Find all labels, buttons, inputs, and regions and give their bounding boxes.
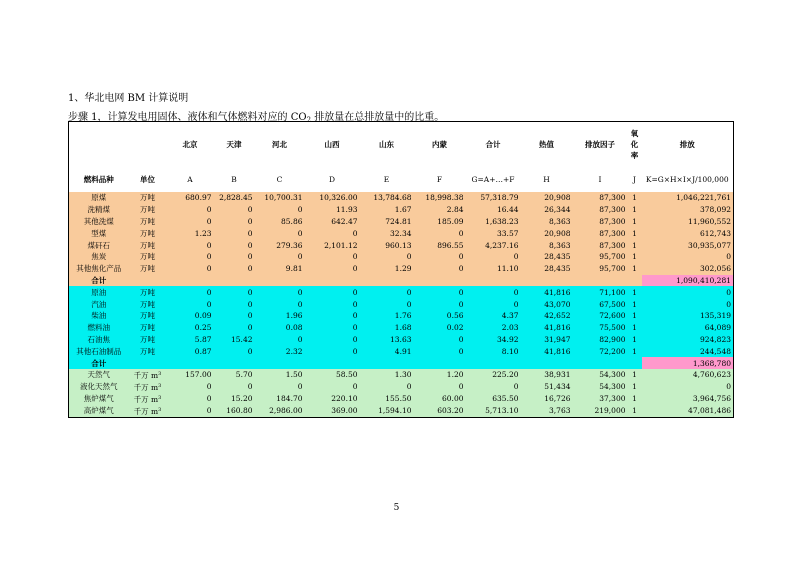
table-cell: 51,434 — [521, 381, 573, 393]
total-row — [69, 357, 734, 369]
table-cell: 15.42 — [214, 334, 255, 346]
table-cell: 1 — [628, 345, 642, 357]
table-cell: 85.86 — [255, 216, 305, 228]
fuel-name: 柴油 — [69, 310, 129, 322]
table-cell: 0 — [214, 227, 255, 239]
table-cell: 4,760,623 — [642, 369, 734, 381]
table-cell: 0 — [167, 204, 214, 216]
table-cell: 5,713.10 — [466, 405, 521, 418]
table-row — [69, 322, 734, 334]
header-row — [69, 122, 734, 168]
table-cell: 41,816 — [521, 322, 573, 334]
table-cell: 0 — [255, 334, 305, 346]
table-cell: 10,326.00 — [305, 192, 360, 204]
table-cell: 244,548 — [642, 345, 734, 357]
table-cell: 33.57 — [466, 227, 521, 239]
fuel-name: 洗精煤 — [69, 204, 129, 216]
table-cell: 16,726 — [521, 393, 573, 405]
table-cell: 30,935,077 — [642, 239, 734, 251]
table-cell: 0 — [214, 345, 255, 357]
table-cell: 1,594.10 — [360, 405, 414, 418]
table-cell: 2.03 — [466, 322, 521, 334]
table-row — [69, 393, 734, 405]
table-cell: 184.70 — [255, 393, 305, 405]
table-cell — [466, 275, 521, 287]
table-cell: 72,600 — [573, 310, 628, 322]
table-cell — [167, 357, 214, 369]
table-row — [69, 204, 734, 216]
table-cell: 0 — [642, 251, 734, 263]
table-cell: 0 — [255, 298, 305, 310]
unit: 万吨 — [129, 227, 167, 239]
header-code-cell: J — [632, 175, 636, 184]
table-cell: 0 — [255, 286, 305, 298]
table-cell: 1.67 — [360, 204, 414, 216]
table-cell: 0 — [214, 310, 255, 322]
table-cell: 135,319 — [642, 310, 734, 322]
table-cell: 2,101.12 — [305, 239, 360, 251]
table-cell: 1,638.23 — [466, 216, 521, 228]
table-cell: 58.50 — [305, 369, 360, 381]
table-cell: 26,344 — [521, 204, 573, 216]
table-cell: 60.00 — [414, 393, 466, 405]
table-cell: 8.10 — [466, 345, 521, 357]
table-cell: 4.91 — [360, 345, 414, 357]
header-cell: 排放 — [679, 140, 695, 149]
header-cell: 山东 — [379, 140, 394, 149]
unit: 万吨 — [129, 286, 167, 298]
table-cell: 1 — [628, 393, 642, 405]
table-row — [69, 192, 734, 204]
table-cell: 0 — [305, 322, 360, 334]
header-cell: 河北 — [272, 140, 287, 149]
table-cell: 47,081,486 — [642, 405, 734, 418]
unit: 万吨 — [129, 251, 167, 263]
table-cell: 4,237.16 — [466, 239, 521, 251]
fuel-name: 原煤 — [69, 192, 129, 204]
table-cell: 20,908 — [521, 227, 573, 239]
table-cell: 2,828.45 — [214, 192, 255, 204]
table-cell: 0.08 — [255, 322, 305, 334]
table-cell: 1.68 — [360, 322, 414, 334]
header-cell: 热值 — [539, 140, 554, 149]
table-cell: 87,300 — [573, 216, 628, 228]
table-cell: 0 — [167, 381, 214, 393]
table-cell: 34.92 — [466, 334, 521, 346]
table-cell — [167, 275, 214, 287]
table-cell: 680.97 — [167, 192, 214, 204]
header-cell — [69, 122, 129, 168]
table-cell: 10,700.31 — [255, 192, 305, 204]
table-cell: 5.70 — [214, 369, 255, 381]
table-cell: 0 — [414, 263, 466, 275]
fuel-name: 原油 — [69, 286, 129, 298]
header-code-cell: E — [383, 175, 390, 184]
fuel-name: 其他焦化产品 — [69, 263, 129, 275]
table-cell: 0 — [466, 381, 521, 393]
table-cell: 0 — [305, 298, 360, 310]
fuel-name: 汽油 — [69, 298, 129, 310]
table-cell: 157.00 — [167, 369, 214, 381]
table-cell: 41,816 — [521, 286, 573, 298]
table-cell: 0 — [642, 286, 734, 298]
table-cell: 378,092 — [642, 204, 734, 216]
total-label: 合计 — [69, 275, 129, 287]
table-cell: 11.10 — [466, 263, 521, 275]
table-cell — [573, 275, 628, 287]
table-cell: 612,743 — [642, 227, 734, 239]
table-cell: 72,200 — [573, 345, 628, 357]
table-cell: 1.29 — [360, 263, 414, 275]
table-cell: 1 — [628, 192, 642, 204]
unit: 万吨 — [129, 322, 167, 334]
table-cell — [573, 357, 628, 369]
table-cell: 0 — [360, 381, 414, 393]
unit: 万吨 — [129, 263, 167, 275]
table-cell: 43,070 — [521, 298, 573, 310]
table-cell: 87,300 — [573, 192, 628, 204]
table-cell: 1 — [628, 239, 642, 251]
table-cell: 0 — [360, 298, 414, 310]
header-cell: 合计 — [485, 140, 501, 149]
table-cell: 0 — [360, 286, 414, 298]
table-cell: 0 — [414, 251, 466, 263]
table-cell: 0 — [167, 286, 214, 298]
table-cell: 13.63 — [360, 334, 414, 346]
table-cell: 8,363 — [521, 216, 573, 228]
fuel-name: 其他洗煤 — [69, 216, 129, 228]
table-cell: 302,056 — [642, 263, 734, 275]
unit: 万吨 — [129, 345, 167, 357]
fuel-name: 焦炭 — [69, 251, 129, 263]
fuel-name: 天然气 — [69, 369, 129, 381]
table-cell: 5.87 — [167, 334, 214, 346]
table-cell: 225.20 — [466, 369, 521, 381]
table-cell: 0 — [214, 204, 255, 216]
header-cell: 氧 化 率 — [630, 129, 639, 160]
table-cell: 0 — [466, 286, 521, 298]
table-cell — [255, 275, 305, 287]
table-cell — [521, 275, 573, 287]
table-cell: 0 — [214, 216, 255, 228]
table-row — [69, 286, 734, 298]
table-cell: 1 — [628, 216, 642, 228]
total-label: 合计 — [69, 357, 129, 369]
table-cell — [129, 357, 167, 369]
table-cell: 32.34 — [360, 227, 414, 239]
table-cell: 0 — [305, 310, 360, 322]
table-cell: 603.20 — [414, 405, 466, 418]
table-cell: 0 — [414, 227, 466, 239]
table-cell — [628, 357, 642, 369]
table-row — [69, 227, 734, 239]
table-cell: 369.00 — [305, 405, 360, 418]
table-cell: 13,784.68 — [360, 192, 414, 204]
page-number: 5 — [393, 503, 400, 513]
table-cell: 160.80 — [214, 405, 255, 418]
table-cell: 28,435 — [521, 263, 573, 275]
table-cell: 95,700 — [573, 263, 628, 275]
header-cell: 排放因子 — [585, 140, 615, 149]
header-code-cell: 单位 — [140, 175, 155, 184]
table-cell: 0 — [214, 381, 255, 393]
table-row — [69, 334, 734, 346]
table-cell: 0 — [255, 227, 305, 239]
table-cell: 0 — [214, 298, 255, 310]
table-cell: 18,998.38 — [414, 192, 466, 204]
table-cell: 16.44 — [466, 204, 521, 216]
unit: 万吨 — [129, 192, 167, 204]
table-cell: 0 — [305, 334, 360, 346]
table-cell: 87,300 — [573, 239, 628, 251]
table-cell: 67,500 — [573, 298, 628, 310]
table-cell: 0 — [167, 239, 214, 251]
table-row — [69, 345, 734, 357]
header-code-cell: K=G×H×I×J/100,000 — [645, 175, 729, 184]
header-code-row — [69, 167, 734, 192]
unit: 万吨 — [129, 239, 167, 251]
table-cell: 0 — [214, 322, 255, 334]
table-cell: 2.84 — [414, 204, 466, 216]
table-cell: 0 — [414, 298, 466, 310]
table-cell: 0 — [167, 393, 214, 405]
header-cell — [129, 122, 167, 168]
table-cell: 0 — [255, 251, 305, 263]
table-cell: 28,435 — [521, 251, 573, 263]
header-code-cell: G=A+…+F — [471, 175, 515, 184]
table-cell: 9.81 — [255, 263, 305, 275]
table-cell: 38,931 — [521, 369, 573, 381]
table-cell: 0 — [255, 204, 305, 216]
table-cell: 0.02 — [414, 322, 466, 334]
header-code-cell: 燃料品种 — [83, 175, 114, 184]
table-cell: 0 — [360, 251, 414, 263]
table-row — [69, 405, 734, 418]
table-cell — [305, 357, 360, 369]
table-cell: 1 — [628, 286, 642, 298]
table-cell — [129, 275, 167, 287]
table-cell — [255, 357, 305, 369]
table-cell: 1 — [628, 204, 642, 216]
table-cell: 0 — [214, 239, 255, 251]
fuel-name: 型煤 — [69, 227, 129, 239]
header-cell: 内蒙 — [432, 140, 447, 149]
table-cell: 57,318.79 — [466, 192, 521, 204]
table-cell: 1.96 — [255, 310, 305, 322]
table-cell: 0 — [167, 263, 214, 275]
table-cell: 31,947 — [521, 334, 573, 346]
table-cell: 0 — [214, 251, 255, 263]
header-cell: 北京 — [182, 140, 198, 149]
table-cell: 0 — [305, 251, 360, 263]
table-cell: 64,089 — [642, 322, 734, 334]
fuel-name: 焦炉煤气 — [69, 393, 129, 405]
table-cell: 896.55 — [414, 239, 466, 251]
header-code-cell: A — [187, 175, 193, 184]
total-row — [69, 275, 734, 287]
table-cell — [214, 357, 255, 369]
unit: 万吨 — [129, 298, 167, 310]
table-cell: 87,300 — [573, 204, 628, 216]
header-code-cell: F — [436, 175, 443, 184]
table-cell: 20,908 — [521, 192, 573, 204]
table-row — [69, 310, 734, 322]
table-cell: 155.50 — [360, 393, 414, 405]
table-cell: 0 — [466, 251, 521, 263]
table-row — [69, 263, 734, 275]
fuel-name: 高炉煤气 — [69, 405, 129, 418]
table-cell: 0 — [305, 286, 360, 298]
header-code-cell: C — [276, 175, 283, 184]
fuel-name: 其他石油制品 — [69, 345, 129, 357]
table-cell: 0 — [414, 286, 466, 298]
table-cell: 1 — [628, 369, 642, 381]
table-cell: 54,300 — [573, 381, 628, 393]
emissions-table — [68, 121, 734, 418]
table-cell: 15.20 — [214, 393, 255, 405]
table-cell: 95,700 — [573, 251, 628, 263]
table-cell — [414, 275, 466, 287]
table-cell: 0.25 — [167, 322, 214, 334]
table-cell: 0 — [305, 345, 360, 357]
table-cell: 219,000 — [573, 405, 628, 418]
table-cell — [628, 275, 642, 287]
unit: 千万 $m^3$ — [129, 393, 167, 405]
fuel-name: 石油焦 — [69, 334, 129, 346]
table-cell: 3,763 — [521, 405, 573, 418]
unit: 万吨 — [129, 310, 167, 322]
table-cell: 1 — [628, 405, 642, 418]
table-cell: 1,046,221,761 — [642, 192, 734, 204]
table-cell: 0.56 — [414, 310, 466, 322]
table-cell: 2.32 — [255, 345, 305, 357]
table-row — [69, 251, 734, 263]
step-description: 步骤 1，计算发电用固体、液体和气体燃料对应的 $CO_2$ 排放量在总排放量中的比重。 — [68, 112, 445, 124]
unit: 千万 $m^3$ — [129, 381, 167, 393]
table-cell: 0 — [414, 334, 466, 346]
table-cell: 4.37 — [466, 310, 521, 322]
table-row — [69, 369, 734, 381]
table-cell: 0.09 — [167, 310, 214, 322]
table-cell: 0 — [167, 298, 214, 310]
header-code-cell: H — [543, 175, 550, 184]
table-cell — [414, 357, 466, 369]
table-cell: 11.93 — [305, 204, 360, 216]
table-cell: 0 — [414, 381, 466, 393]
table-cell: 924,823 — [642, 334, 734, 346]
table-cell: 1.23 — [167, 227, 214, 239]
table-cell — [305, 275, 360, 287]
table-row — [69, 298, 734, 310]
table-cell: 1 — [628, 227, 642, 239]
table-cell: 11,960,552 — [642, 216, 734, 228]
header-code-cell: B — [231, 175, 237, 184]
table-cell: 0 — [214, 263, 255, 275]
table-cell: 8,363 — [521, 239, 573, 251]
header-cell: 天津 — [226, 140, 242, 149]
table-cell: 71,100 — [573, 286, 628, 298]
table-cell: 1 — [628, 263, 642, 275]
table-cell — [360, 357, 414, 369]
table-cell: 1 — [628, 298, 642, 310]
section-heading: 1、华北电网 BM 计算说明 — [68, 93, 189, 104]
table-cell: 37,300 — [573, 393, 628, 405]
table-cell: 0 — [305, 381, 360, 393]
table-cell: 0 — [167, 251, 214, 263]
table-cell: 1 — [628, 334, 642, 346]
header-code-cell: D — [328, 175, 335, 184]
table-cell: 0 — [642, 298, 734, 310]
unit: 万吨 — [129, 334, 167, 346]
table-cell: 724.81 — [360, 216, 414, 228]
table-cell: 75,500 — [573, 322, 628, 334]
table-cell: 0 — [305, 227, 360, 239]
table-cell: 54,300 — [573, 369, 628, 381]
table-cell: 185.09 — [414, 216, 466, 228]
header-cell: 山西 — [324, 140, 340, 149]
table-cell: 0 — [642, 381, 734, 393]
table-cell: 87,300 — [573, 227, 628, 239]
table-cell: 1.20 — [414, 369, 466, 381]
table-cell: 41,816 — [521, 345, 573, 357]
table-cell — [521, 357, 573, 369]
table-cell: 1.50 — [255, 369, 305, 381]
table-cell — [466, 357, 521, 369]
table-cell: 279.36 — [255, 239, 305, 251]
table-cell: 635.50 — [466, 393, 521, 405]
table-cell: 0 — [305, 263, 360, 275]
table-cell: 3,964,756 — [642, 393, 734, 405]
total-value: 1,090,410,281 — [642, 275, 734, 287]
table-cell: 0.87 — [167, 345, 214, 357]
table-cell: 42,652 — [521, 310, 573, 322]
fuel-name: 液化天然气 — [69, 381, 129, 393]
table-cell: 0 — [167, 405, 214, 418]
unit: 万吨 — [129, 204, 167, 216]
header-code-cell: I — [598, 175, 602, 184]
table-cell: 2,986.00 — [255, 405, 305, 418]
table-row — [69, 239, 734, 251]
total-value: 1,368,780 — [642, 357, 734, 369]
table-row — [69, 381, 734, 393]
table-cell: 0 — [414, 345, 466, 357]
table-cell: 0 — [255, 381, 305, 393]
table-cell: 960.13 — [360, 239, 414, 251]
fuel-name: 燃料油 — [69, 322, 129, 334]
unit: 千万 $m^3$ — [129, 405, 167, 418]
table-row — [69, 216, 734, 228]
table-cell — [214, 275, 255, 287]
table-cell: 642.47 — [305, 216, 360, 228]
unit: 万吨 — [129, 216, 167, 228]
table-cell: 0 — [214, 286, 255, 298]
table-cell: 1 — [628, 310, 642, 322]
fuel-name: 煤矸石 — [69, 239, 129, 251]
table-cell: 1 — [628, 251, 642, 263]
table-cell: 1.76 — [360, 310, 414, 322]
table-cell: 0 — [167, 216, 214, 228]
table-cell — [360, 275, 414, 287]
table-cell: 1 — [628, 322, 642, 334]
table-cell: 82,900 — [573, 334, 628, 346]
table-cell: 1 — [628, 381, 642, 393]
unit: 千万 $m^3$ — [129, 369, 167, 381]
table-cell: 220.10 — [305, 393, 360, 405]
table-cell: 1.30 — [360, 369, 414, 381]
table-cell: 0 — [466, 298, 521, 310]
